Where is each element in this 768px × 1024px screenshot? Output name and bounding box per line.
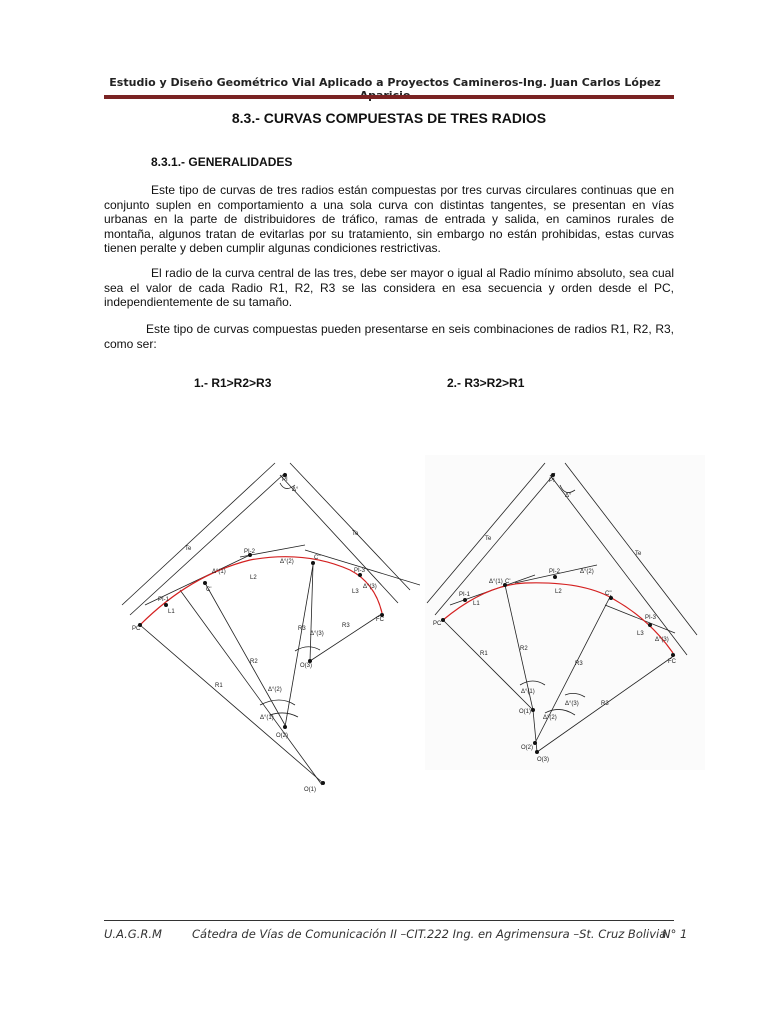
footer-left: U.A.G.R.M [104, 927, 162, 941]
paragraph-2: El radio de la curva central de las tres, debe ser mayor o igual al Radio mínimo absoluto, sea cual sea el valor de cada Radio R1, R2, R3 se las considera en esa secuencia y orden desde el PC, independientemente de su tamaño. [104, 266, 674, 309]
te-right-label: Te [635, 551, 642, 557]
fc-label: FC [376, 617, 384, 623]
pi2-label: PI-2 [244, 549, 256, 555]
d2-label: Δ°(2) [580, 569, 594, 575]
d2-label: Δ°(2) [280, 559, 294, 565]
pi1-label: PI-1 [459, 592, 471, 598]
o1-label: O(1) [304, 787, 316, 793]
r1-label: R1 [215, 683, 223, 689]
d2b-label: Δ°(2) [268, 687, 282, 693]
l1-label: L1 [473, 601, 480, 607]
r3a-label: R3 [575, 661, 583, 667]
d3-label: Δ°(3) [363, 584, 377, 590]
c1-label: C' [206, 587, 212, 593]
figure-1-caption: 1.- R1>R2>R3 [194, 376, 272, 390]
delta-label: Δ° [565, 493, 572, 499]
pc-label: PC [433, 621, 442, 627]
running-header: Estudio y Diseño Geométrico Vial Aplicado a Proyectos Camineros-Ing. Juan Carlos López [109, 76, 661, 89]
l2-label: L2 [250, 575, 257, 581]
r1-label: R1 [480, 651, 488, 657]
l3-label: L3 [352, 589, 359, 595]
r2-label: R2 [520, 646, 528, 652]
o3-label: O(3) [300, 663, 312, 669]
compound-curve [140, 557, 382, 625]
subsection-title: 8.3.1.- GENERALIDADES [151, 155, 293, 169]
delta-label: Δ° [292, 487, 299, 493]
d1b-label: Δ°(1) [521, 689, 535, 695]
footer-center: Cátedra de Vías de Comunicación II –CIT.222 Ing. en Agrimensura –St. Cruz Bolivia [192, 927, 667, 941]
fc-label: FC [668, 659, 676, 665]
d3b-label: Δ°(3) [310, 631, 324, 637]
section-title: 8.3.- CURVAS COMPUESTAS DE TRES RADIOS [231, 110, 547, 126]
pi1-label: PI-1 [158, 597, 170, 603]
pc-label: PC [132, 626, 141, 632]
pi3-label: PI-3 [645, 615, 657, 621]
c2-label: C'' [605, 591, 612, 597]
d3-label: Δ°(3) [655, 637, 669, 643]
l1-label: L1 [168, 609, 175, 615]
l2-label: L2 [555, 589, 562, 595]
d1b-label: Δ°(1) [260, 715, 274, 721]
te-left-label: Te [485, 536, 492, 542]
r3b-label: R3 [601, 701, 609, 707]
l3-label: L3 [637, 631, 644, 637]
footer-rule [104, 920, 674, 921]
figure-2-caption: 2.- R3>R2>R1 [447, 376, 525, 390]
paragraph-1: Este tipo de curvas de tres radios están compuestas por tres curvas circulares continuas que en conjunto suplen en comportamiento a una sola curva con distintas tangentes, se presentan en vías urbanas en la parte de distribuidores de tráfico, ramas de entrada y salida, en caminos rurales de montaña, algunos tratan de evitarlas por su tratamiento, sin embargo no están prohibidas, estas curvas tienen peralte y deben cumplir algunas condiciones restrictivas. [104, 183, 674, 255]
header-rule [104, 95, 674, 99]
o3-label: O(3) [537, 757, 549, 763]
r3a-label: R3 [298, 626, 306, 632]
o2-label: O(2) [276, 733, 288, 739]
d1-label: Δ°(1) [212, 569, 226, 575]
d3b-label: Δ°(3) [565, 701, 579, 707]
r3b-label: R3 [342, 623, 350, 629]
r2-label: R2 [250, 659, 258, 665]
d2b-label: Δ°(2) [543, 715, 557, 721]
pi-label: PI [549, 478, 555, 484]
figure-2-diagram [425, 455, 705, 770]
pi-label: PI [282, 477, 288, 483]
c1-label: C' [505, 579, 511, 585]
te-left-label: Te [185, 546, 192, 552]
pi3-label: PI-3 [354, 568, 366, 574]
figure-1-diagram [120, 455, 420, 795]
o2-label: O(2) [521, 745, 533, 751]
footer-page-number: N° 1 [662, 927, 688, 941]
d1-label: Δ°(1) [489, 579, 503, 585]
pi2-label: PI-2 [549, 569, 561, 575]
o1-label: O(1) [519, 709, 531, 715]
paragraph-3: Este tipo de curvas compuestas pueden presentarse en seis combinaciones de radios R1, R2, R3, como ser: [104, 322, 674, 351]
c2-label: C'' [314, 555, 321, 561]
te-right-label: Te [352, 531, 359, 537]
